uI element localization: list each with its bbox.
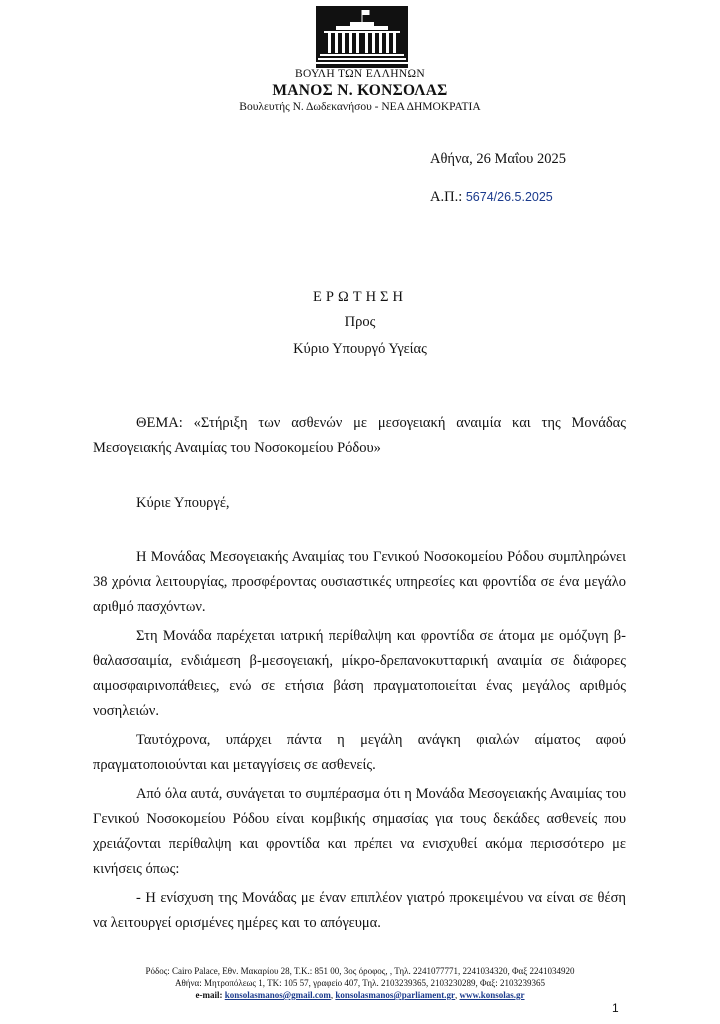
email-link-gmail[interactable]: konsolasmanos@gmail.com bbox=[224, 990, 331, 1000]
footer-contacts: e-mail: konsolasmanos@gmail.com, konsolasmanos@parliament.gr, www.konsolas.gr bbox=[195, 990, 525, 1000]
paragraph-5: - Η ενίσχυση της Μονάδας με έναν επιπλέον γιατρό προκειμένου να είναι σε θέση να λειτουργεί ορισμένες ημέρες και το απόγευμα. bbox=[93, 890, 626, 931]
parliament-building-icon bbox=[316, 6, 408, 68]
paragraph-3: Ταυτόχρονα, υπάρχει πάντα η μεγάλη ανάγκη φιαλών αίματος αφού πραγματοποιούνται και μεταγγίσεις σε ασθενείς. bbox=[93, 732, 626, 773]
to-label: Προς bbox=[344, 314, 376, 330]
website-link[interactable]: www.konsolas.gr bbox=[459, 990, 525, 1000]
email-link-parliament[interactable]: konsolasmanos@parliament.gr bbox=[335, 990, 455, 1000]
footer-rhodes-address: Ρόδος: Cairo Palace, Εθν. Μακαρίου 28, Τ.Κ.: 851 00, 3ος όροφος, , Τηλ. 2241077771, 2241034320, Φαξ 2241034920 bbox=[145, 966, 575, 976]
subject-text: ΘΕΜΑ: «Στήριξη των ασθενών με μεσογειακή αναιμία και της Μονάδας Μεσογειακής Αναιμίας του Νοσοκομείου Ρόδου» bbox=[93, 415, 626, 456]
protocol-number bbox=[430, 189, 553, 206]
document-title: ΕΡΩΤΗΣΗ bbox=[313, 289, 407, 305]
greeting-block bbox=[93, 491, 626, 516]
paragraph-4: Από όλα αυτά, συνάγεται το συμπέρασμα ότι η Μονάδα Μεσογειακής Αναιμίας του Γενικού Νοσοκομείου Ρόδου είναι κομβικής σημασίας για τους δεκάδες ασθενείς που χρειάζονται περίθαλψη και φροντίδα και πρέπει να ενισχυθεί ακόμα περισσότερο με κινήσεις όπως: bbox=[93, 786, 626, 877]
recipient: Κύριο Υπουργό Υγείας bbox=[293, 341, 427, 357]
paragraph-2: Στη Μονάδα παρέχεται ιατρική περίθαλψη και φροντίδα σε άτομα με ομόζυγη β-θαλασσαιμία, ενδιάμεση β-μεσογειακή, μίκρο-δρεπανοκυτταρική αναιμία σε διάφορες αιμοσφαιρινοπάθειες, ενώ σε ετήσια βάση πραγματοποιείται ένας μεγάλος αριθμός νοσηλειών. bbox=[93, 628, 626, 719]
protocol-value: 5674/26.5.2025 bbox=[465, 190, 553, 204]
subject bbox=[93, 411, 626, 461]
mp-role: Βουλευτής Ν. Δωδεκανήσου - ΝΕΑ ΔΗΜΟΚΡΑΤΙΑ bbox=[239, 101, 481, 113]
footer-athens-address: Αθήνα: Μητροπόλεως 1, ΤΚ: 105 57, γραφείο 407, Τηλ. 2103239365, 2103230289, Φαξ: 2103239365 bbox=[174, 978, 546, 988]
greeting: Κύριε Υπουργέ, bbox=[136, 495, 230, 511]
mp-name: ΜΑΝΟΣ Ν. ΚΟΝΣΟΛΑΣ bbox=[272, 82, 448, 99]
document-date: Αθήνα, 26 Μαΐου 2025 bbox=[430, 151, 566, 167]
parliament-logo bbox=[316, 6, 408, 68]
paragraph-1: Η Μονάδας Μεσογειακής Αναιμίας του Γενικού Νοσοκομείου Ρόδου συμπληρώνει 38 χρόνια λειτουργίας, προσφέροντας ουσιαστικές υπηρεσίες και φροντίδα σε ένα μεγάλο αριθμό πασχόντων. bbox=[93, 549, 626, 615]
email-label: e-mail: bbox=[195, 990, 223, 1000]
protocol-label: Α.Π.: bbox=[430, 189, 463, 205]
parliament-name: ΒΟΥΛΗ ΤΩΝ ΕΛΛΗΝΩΝ bbox=[295, 68, 425, 80]
letter-body bbox=[93, 545, 626, 936]
page-number: 1 bbox=[612, 1001, 619, 1015]
